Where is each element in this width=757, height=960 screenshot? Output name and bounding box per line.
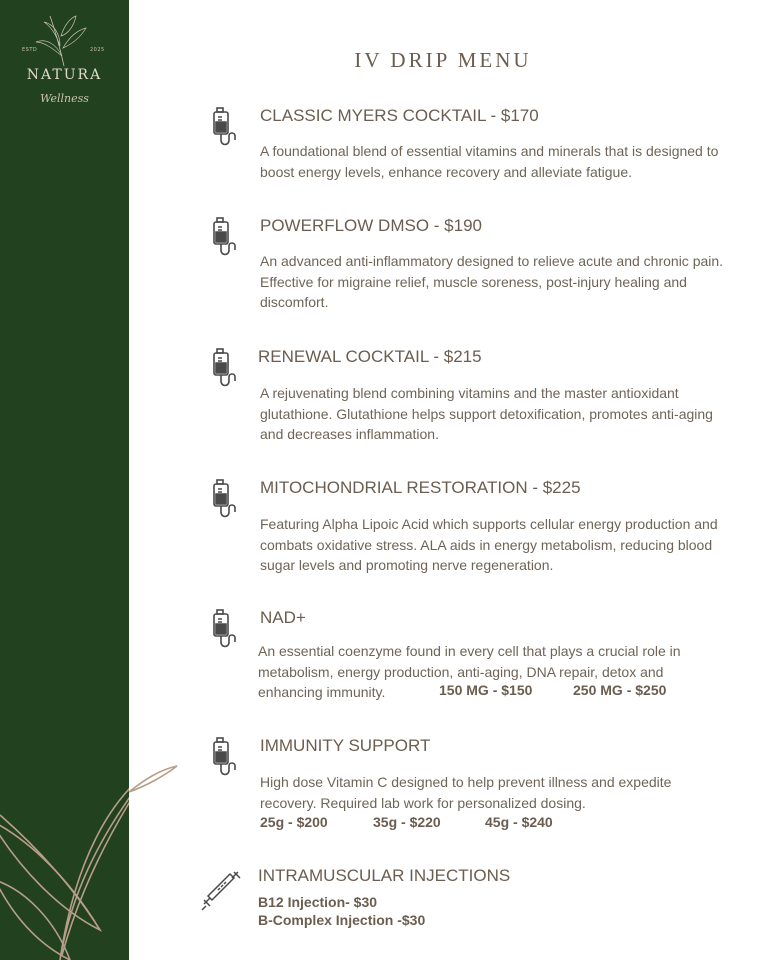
menu-item-heading: NAD+ [260, 608, 306, 627]
brand-script: Wellness [40, 92, 89, 105]
price-option: 45g - $240 [485, 814, 553, 830]
menu-item-nad [200, 608, 740, 708]
menu-item-mitochondrial-restoration [200, 478, 740, 578]
brand-estd: ESTD [22, 47, 38, 53]
menu-item-heading: MITOCHONDRIAL RESTORATION - $225 [260, 478, 581, 497]
menu-item-heading: IMMUNITY SUPPORT [260, 736, 431, 755]
menu-item-description: A foundational blend of essential vitamins and minerals that is designed to boost energy levels, enhance recovery and alleviate fatigue. [260, 143, 719, 180]
iv-bag-icon [210, 608, 244, 654]
menu-item-heading: INTRAMUSCULAR INJECTIONS [258, 866, 511, 885]
iv-bag-icon [210, 736, 244, 782]
brand-year: 2025 [90, 47, 105, 53]
iv-bag-icon [210, 347, 244, 393]
menu-item-classic-myers [200, 106, 740, 186]
iv-bag-icon [210, 216, 244, 262]
brand-logo [0, 8, 129, 120]
injection-price-line: B12 Injection- $30 [258, 894, 378, 910]
iv-bag-icon [210, 106, 244, 152]
menu-item-intramuscular-injections [200, 866, 740, 946]
leaf-sprig-icon [0, 8, 129, 68]
menu-item-heading: RENEWAL COCKTAIL - $215 [258, 347, 482, 366]
menu-item-description: An advanced anti-inflammatory designed to relieve acute and chronic pain. Effective for migraine relief, muscle soreness, post-injury healing and discomfort. [260, 253, 724, 310]
leaf-illustration-icon [0, 760, 129, 960]
syringe-icon [200, 868, 244, 914]
price-option: 25g - $200 [260, 814, 328, 830]
iv-bag-icon [210, 478, 244, 524]
menu-item-description: A rejuvenating blend combining vitamins and the master antioxidant glutathione. Glutathione helps support detoxification, promotes anti-aging and decreases inflammation. [260, 385, 713, 442]
menu-item-heading: CLASSIC MYERS COCKTAIL - $170 [260, 106, 539, 125]
menu-item-description: Featuring Alpha Lipoic Acid which supports cellular energy production and combats oxidative stress. ALA aids in energy metabolism, reducing blood sugar levels and promoting nerve regeneration. [260, 516, 718, 573]
menu-item-description: An essential coenzyme found in every cell that plays a crucial role in metabolism, energy production, anti-aging, DNA repair, detox and enhancing immunity. [258, 643, 681, 700]
leaf-overlap-icon [124, 762, 184, 802]
price-option: 150 MG - $150 [439, 682, 533, 698]
menu-item-powerflow-dmso [200, 216, 740, 316]
menu-item-description: High dose Vitamin C designed to help prevent illness and expedite recovery. Required lab work for personalized dosing. [260, 774, 672, 811]
menu-item-immunity-support [200, 736, 740, 836]
price-option: 250 MG - $250 [573, 682, 667, 698]
brand-name: NATURA [26, 67, 103, 83]
sidebar [0, 0, 129, 960]
menu-item-renewal-cocktail [200, 347, 740, 447]
injection-price-line: B-Complex Injection -$30 [258, 912, 426, 928]
price-option: 35g - $220 [373, 814, 441, 830]
menu-item-heading: POWERFLOW DMSO - $190 [260, 216, 482, 235]
page-title: IV DRIP MENU [354, 48, 532, 72]
